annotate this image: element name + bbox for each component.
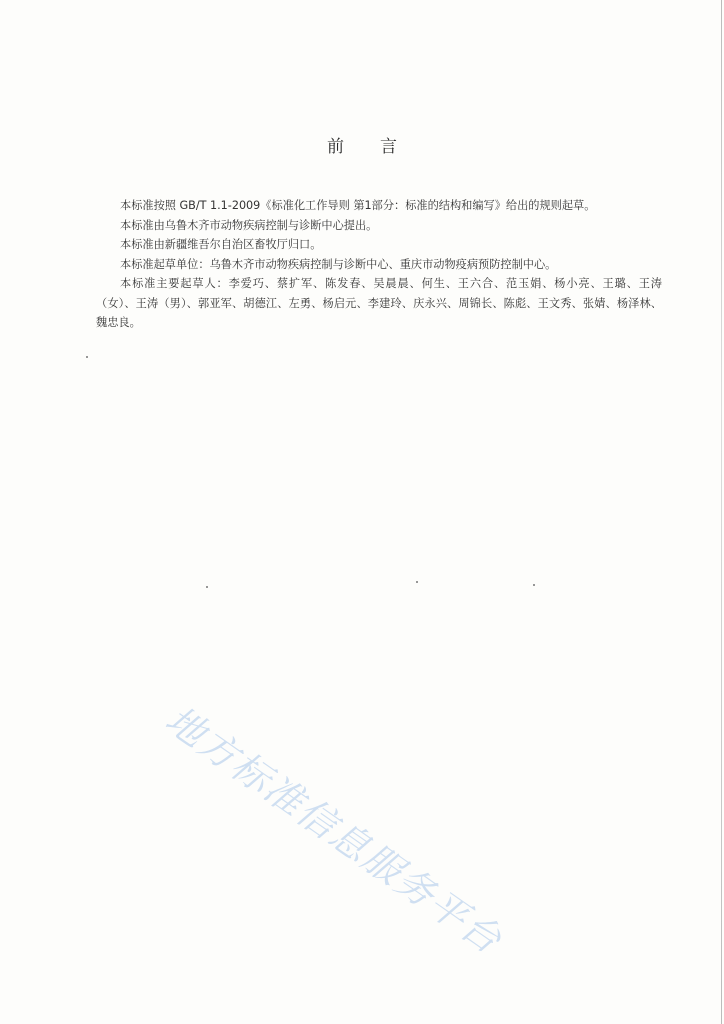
scan-speck	[86, 356, 88, 358]
scan-speck	[206, 586, 208, 588]
foreword-heading	[0, 132, 724, 157]
paragraph-drafters: 本标准主要起草人：李爱巧、蔡扩军、陈发春、吴晨晨、何生、王六合、范玉娟、杨小亮、王璐、王涛（女）、王涛（男）、郭亚军、胡德江、左勇、杨启元、李建玲、庆永兴、周锦长、陈彪、王文秀、张婧、杨泽林、魏忠良。	[96, 277, 662, 329]
heading-char-right: 言	[380, 137, 397, 157]
platform-watermark: 地方标准信息服务平台	[157, 697, 511, 963]
paragraph-proposer: 本标准由乌鲁木齐市动物疾病控制与诊断中心提出。	[120, 218, 378, 232]
heading-char-left: 前	[327, 137, 344, 157]
scan-speck	[533, 584, 535, 586]
paragraph-drafting-rules: 本标准按照 GB/T 1.1-2009《标准化工作导则 第1部分：标准的结构和编写》给出的规则起草。	[120, 199, 596, 212]
scan-edge	[721, 0, 722, 1024]
paragraph-centralized-unit: 本标准由新疆维吾尔自治区畜牧厅归口。	[120, 238, 322, 251]
paragraph-drafting-units: 本标准起草单位：乌鲁木齐市动物疾病控制与诊断中心、重庆市动物疫病预防控制中心。	[120, 257, 557, 271]
scan-speck	[416, 581, 418, 583]
